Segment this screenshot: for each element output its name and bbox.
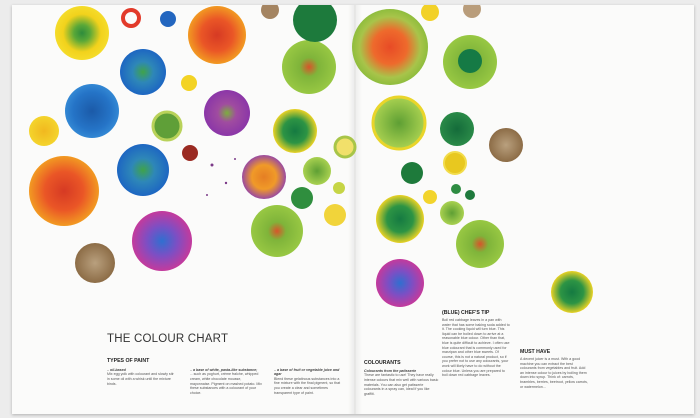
paint-column-3 — [274, 368, 344, 395]
blot-yellow-green-dot — [333, 182, 345, 194]
blot-dark-green-small-r — [401, 162, 423, 184]
blot-dark-green-r — [440, 112, 474, 146]
blot-dark-red-small — [182, 145, 198, 161]
chefs-tip-body: Boil red cabbage leaves in a pan with water that has some baking soda added to it. The cooking liquid will turn blue. This liquid can be boiled down to arrive at a reasonable blue colour. Other than that, blue is quite difficult to achieve. I often use blue colourant that is commonly used for marzipan and other blue sweets. Of course, this is not a natural product, so if you prefer not to use any colourants, your work will likely have to do without the colour blue. Unless you are prepared to boil down red cabbage leaves. — [442, 318, 510, 378]
blot-dark-green-small — [293, 5, 337, 42]
blot-green-darkcore-inner — [458, 49, 482, 73]
paint-column-1 — [107, 368, 177, 390]
colour-blot-artwork — [12, 5, 694, 414]
colourants-body: These are fantastic to use! They have really intense colours that mix well with various basic materials. You can also get patisserie colourants in a spray can, ideal if you like graffiti. — [364, 373, 439, 396]
blot-small-blue — [160, 11, 176, 27]
blot-green-ring-small — [335, 137, 355, 157]
paint-col2-lead: – a base of white, pasta-like substance; — [190, 368, 258, 372]
blot-brown — [75, 243, 115, 283]
blot-yellow-green-small-r — [440, 201, 464, 225]
blot-yellow-ring-r — [444, 152, 466, 174]
blot-green-small-r — [465, 190, 475, 200]
chefs-tip-heading: (BLUE) CHEF'S TIP — [442, 310, 490, 316]
blot-green-yellow-r — [376, 195, 424, 243]
page-title: THE COLOUR CHART — [107, 333, 229, 345]
must-have-body: A decent juicer is a must. With a good machine you can extract the best colourants from vegetables and fruit. Add an intense colour to juices by boiling them down into syrup. Think of: carrots, brambles, berries, beetroot, yellow carrots, or watermelon… — [520, 357, 588, 389]
blot-blue-large — [65, 84, 119, 138]
blot-yellow-dark-green-r — [551, 271, 593, 313]
must-have-section — [520, 349, 590, 389]
blot-yellow-dark-green — [273, 109, 317, 153]
blot-magenta-blue — [132, 211, 192, 271]
blot-green-red-b — [251, 205, 303, 257]
blot-green-dot — [291, 187, 313, 209]
blot-brown-top — [463, 5, 481, 18]
types-of-paint-heading: TYPES OF PAINT — [107, 358, 150, 364]
blot-red-orange — [188, 6, 246, 64]
chefs-tip-section — [442, 310, 510, 378]
splatter-1 — [211, 164, 214, 167]
blot-yellow-small-r — [423, 190, 437, 204]
blot-brown-small — [261, 5, 279, 19]
splatter-4 — [234, 158, 236, 160]
splatter-2 — [225, 182, 227, 184]
blot-yellow-green — [55, 6, 109, 60]
blot-red-ring — [123, 10, 139, 26]
blot-magenta-blue-r — [376, 259, 424, 307]
blot-brown-r — [489, 128, 523, 162]
paint-col3-lead: – a base of fruit or vegetable juice and agar — [274, 368, 340, 377]
blot-green-mid — [303, 157, 331, 185]
blot-yellow-small — [181, 75, 197, 91]
blot-yellow-dot — [324, 204, 346, 226]
blot-blue-green-2 — [117, 144, 169, 196]
blot-purple-green — [204, 90, 250, 136]
blot-orange-purple — [242, 155, 286, 199]
blot-yellow-orange — [29, 116, 59, 146]
blot-green-ring — [153, 112, 181, 140]
colourants-lead: Colourants from the patisserie — [364, 369, 417, 373]
blot-green-red-a — [282, 40, 336, 94]
must-have-heading: MUST HAVE — [520, 349, 551, 355]
blot-red-green-big — [352, 9, 428, 85]
blot-blue-green — [120, 49, 166, 95]
splatter-3 — [206, 194, 208, 196]
paint-col1-lead: – oil-based — [107, 368, 126, 372]
blot-green-red-r — [456, 220, 504, 268]
blot-yellow-top — [421, 5, 439, 21]
blot-red-big — [29, 156, 99, 226]
paint-col1-body: Mix egg yolk with colourant and slowly stir in some oil with a whisk until the mixture binds. — [107, 372, 174, 386]
blot-green-dot-r — [451, 184, 461, 194]
colourants-heading: COLOURANTS — [364, 360, 401, 366]
paint-column-2 — [190, 368, 262, 395]
paint-col3-body: Blend these gelatinous substances into a fine mixture with the final pigment, so that you create a clear and sometimes transparent type of paint. — [274, 376, 341, 395]
colourants-section — [364, 360, 440, 396]
paint-col2-body: …such as yoghurt, crème fraîche, whipped cream, white chocolate mousse, mayonnaise. Pigment on mashed potato. Mix these substances with a colourant of your choice. — [190, 372, 262, 395]
magazine-spread — [12, 5, 694, 414]
